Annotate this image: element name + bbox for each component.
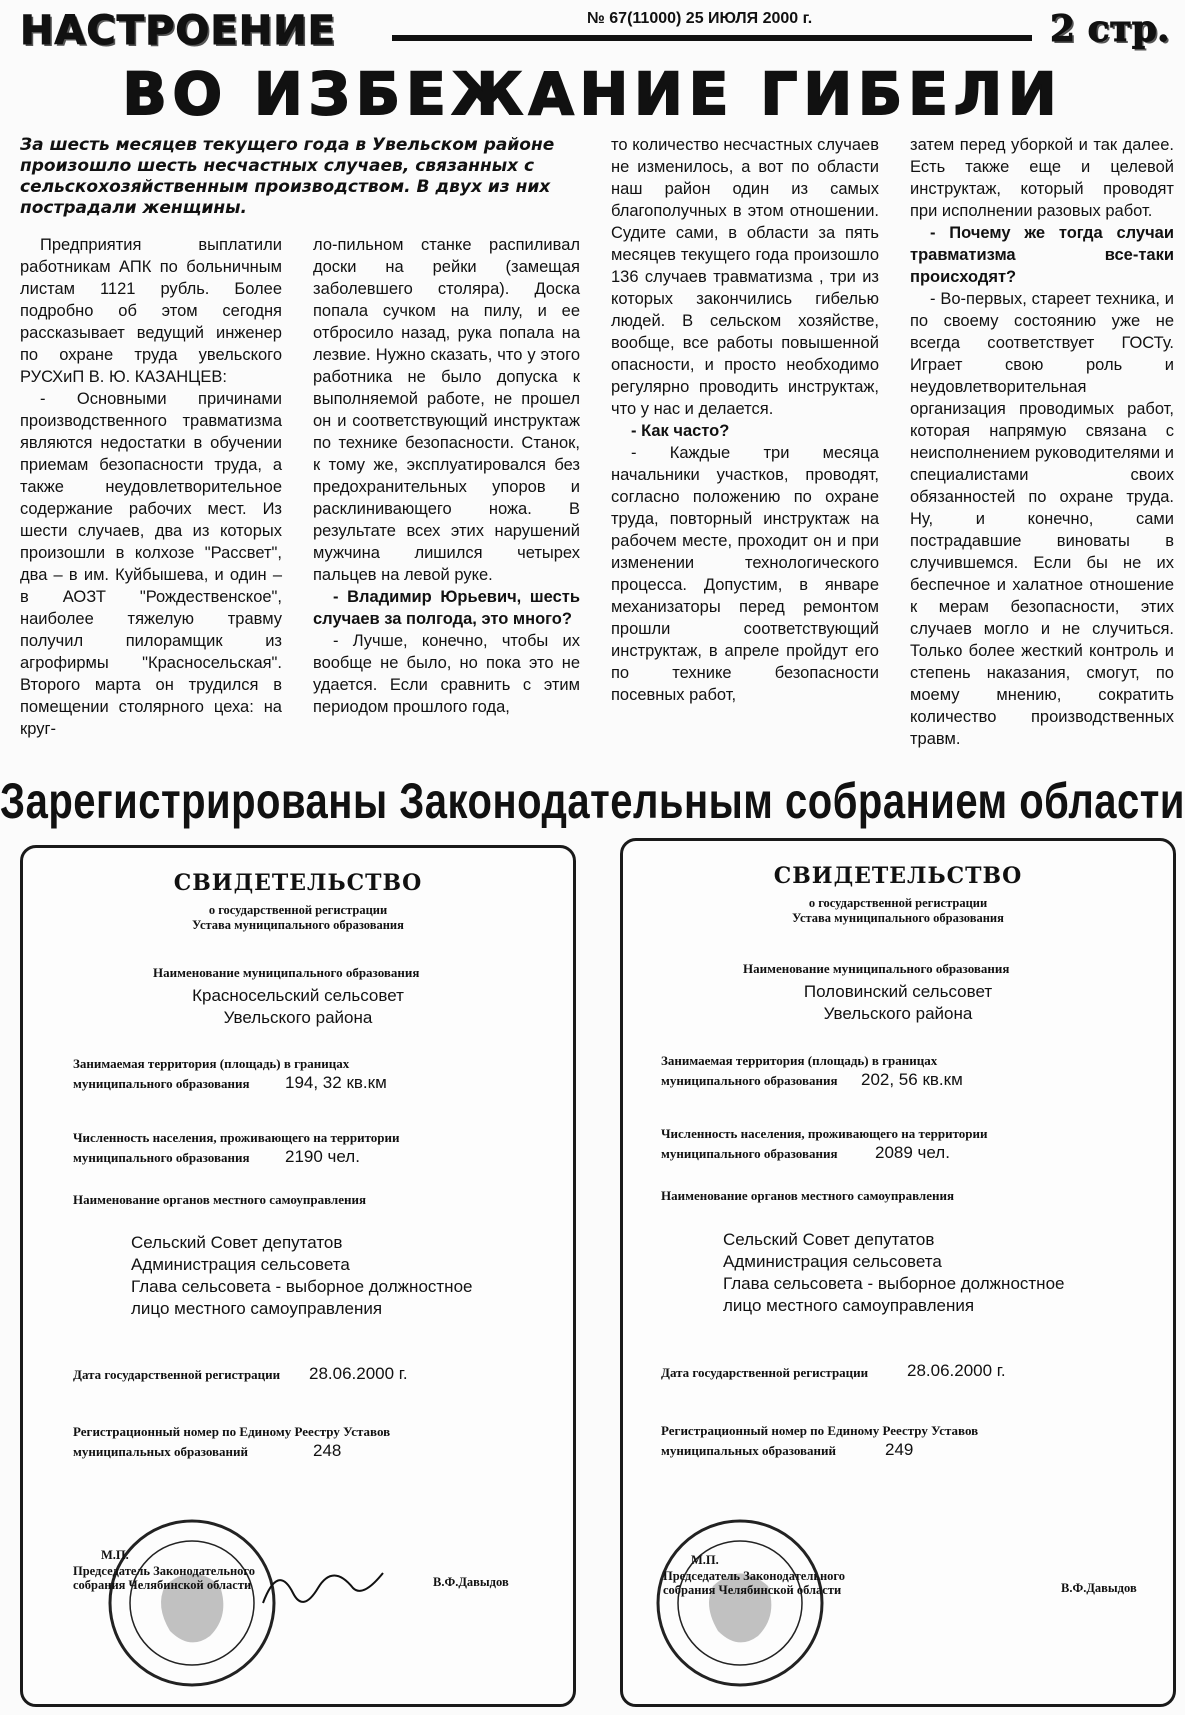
article-lead: За шесть месяцев текущего года в Увельском районе произошло шесть несчастных случаев, связанных с сельскохозяйственным производством. В двух из них пострадали женщины.: [20, 135, 555, 218]
certificate-subtitle: Устава муниципального образования: [192, 918, 404, 932]
body-item: лицо местного самоуправления: [723, 1296, 975, 1315]
certificate-title: СВИДЕТЕЛЬСТВО: [773, 863, 1023, 889]
stamp-place: М.П.: [101, 1548, 129, 1562]
population-label: муниципального образования: [73, 1150, 250, 1165]
name-label: Наименование муниципального образования: [153, 965, 420, 980]
area-value: 194, 32 кв.км: [285, 1073, 387, 1092]
official-seal: [653, 1516, 828, 1691]
area-label: муниципального образования: [73, 1076, 250, 1091]
population-label: муниципального образования: [661, 1146, 838, 1161]
body-item: Сельский Совет депутатов: [723, 1230, 935, 1249]
section-title: НАСТРОЕНИЕ: [20, 8, 336, 54]
municipality-district: Увельского района: [823, 1004, 973, 1023]
population-value: 2190 чел.: [285, 1147, 360, 1166]
interview-question: - Владимир Юрьевич, шесть случаев за полгода, это много?: [313, 588, 580, 628]
area-value: 202, 56 кв.км: [861, 1070, 963, 1089]
population-label: Численность населения, проживающего на территории: [661, 1126, 988, 1141]
masthead-rule: [392, 35, 1032, 41]
paragraph: - Основными причинами производственного травматизма являются недостатки в обучении приемам безопасности труда, а также неудовлетворительное содержание рабочих мест. Из шести случаев, два из которых произошли в колхозе "Рассвет", два – в им. Куйбышева, и один – в АОЗТ "Рождественское", наиболее тяжелую травму получил пилорамщик из агрофирмы "Красносельская". Второго марта он трудился в помещении столярного цеха: на круг-: [20, 390, 282, 738]
interview-question: - Как часто?: [631, 422, 730, 440]
certificate-subtitle: Устава муниципального образования: [792, 911, 1004, 925]
certificate-card: [20, 845, 576, 1707]
name-label: Наименование муниципального образования: [743, 961, 1010, 976]
body-item: Администрация сельсовета: [723, 1252, 942, 1271]
date-label: Дата государственной регистрации: [661, 1365, 869, 1380]
chair-title: Председатель Законодательного: [663, 1569, 846, 1583]
article-headline: ВО ИЗБЕЖАНИЕ ГИБЕЛИ: [122, 60, 1063, 128]
signer-name: В.Ф.Давыдов: [433, 1575, 509, 1589]
article-column-3: [611, 134, 879, 706]
signature: [258, 1548, 408, 1618]
body-item: Глава сельсовета - выборное должностное: [723, 1274, 1065, 1293]
certificate-card: [620, 838, 1176, 1707]
article-column-4: [910, 134, 1174, 750]
issue-info: № 67(11000) 25 ИЮЛЯ 2000 г.: [587, 10, 813, 27]
municipality-name: Красносельский сельсовет: [192, 986, 404, 1005]
reg-label: муниципальных образований: [661, 1443, 837, 1458]
bodies-label: Наименование органов местного самоуправления: [73, 1192, 367, 1207]
registration-banner: Зарегистрированы Законодательным собранием области: [0, 774, 1185, 830]
official-seal: [105, 1516, 280, 1691]
interview-question: - Почему же тогда случаи травматизма все-таки происходят?: [910, 224, 1174, 286]
article-column-1: [20, 234, 282, 740]
paragraph: ло-пильном станке распиливал доски на рейки (замещая заболевшего столяра). Доска попала сучком на пилу, и ее отбросило назад, рука попала на лезвие. Нужно сказать, что у этого работника не было допуска к выполняемой работе, не прошел он и соответствующий инструктаж по технике безопасности. Станок, к тому же, эксплуатировался без предохранительных упоров и расклинивающего ножа. В результате всех этих нарушений мужчина лишился четырех пальцев на левой руке.: [313, 236, 580, 584]
page-number: 2 стр.: [1050, 8, 1170, 50]
stamp-place: М.П.: [691, 1553, 719, 1567]
area-label: муниципального образования: [661, 1073, 838, 1088]
date-label: Дата государственной регистрации: [73, 1367, 281, 1382]
date-value: 28.06.2000 г.: [309, 1364, 408, 1383]
signer-name: В.Ф.Давыдов: [1061, 1581, 1137, 1595]
reg-label: Регистрационный номер по Единому Реестру Уставов: [73, 1424, 391, 1439]
body-item: Администрация сельсовета: [131, 1255, 350, 1274]
chair-title: собрания Челябинской области: [663, 1583, 842, 1597]
reg-label: Регистрационный номер по Единому Реестру Уставов: [661, 1423, 979, 1438]
paragraph: затем перед уборкой и так далее. Есть также еще и целевой инструктаж, который проводят при исполнении разовых работ.: [910, 136, 1174, 220]
certificate-subtitle: о государственной регистрации: [208, 903, 388, 917]
article-column-2: [313, 234, 580, 718]
chair-title: Председатель Законодательного: [73, 1564, 256, 1578]
reg-number: 248: [313, 1441, 342, 1460]
reg-number: 249: [885, 1440, 914, 1459]
certificate-subtitle: о государственной регистрации: [808, 896, 988, 910]
area-label: Занимаемая территория (площадь) в границах: [73, 1056, 350, 1071]
chair-title: собрания Челябинской области: [73, 1578, 252, 1592]
area-label: Занимаемая территория (площадь) в границах: [661, 1053, 938, 1068]
paragraph: то количество несчастных случаев не изменилось, а вот по области наш район один из самых благополучных в этом отношении. Судите сами, в области за пять месяцев текущего года произошло 136 случаев травматизма , три из которых закончились гибелью людей. В сельском хозяйстве, вообще, все работы повышенной опасности, и просто необходимо регулярно проводить инструктаж, что у нас и делается.: [611, 136, 879, 418]
paragraph: - Каждые три месяца начальники участков, проводят, согласно положению по охране труда, повторный инструктаж на рабочем месте, проходит он и при изменении технологического процесса. Допустим, в январе механизаторы перед ремонтом прошли соответствующий инструктаж, в апреле пройдут его по технике безопасности посевных работ,: [611, 444, 879, 704]
population-label: Численность населения, проживающего на территории: [73, 1130, 400, 1145]
paragraph: - Лучше, конечно, чтобы их вообще не было, но пока это не удается. Если сравнить с этим периодом прошлого года,: [313, 632, 580, 716]
paragraph: Предприятия выплатили работникам АПК по больничным листам 1121 рубль. Более подробно об этом сегодня рассказывает ведущий инженер по охране труда увельского РУСХиП В. Ю. КАЗАНЦЕВ:: [20, 236, 282, 386]
body-item: лицо местного самоуправления: [131, 1299, 383, 1318]
population-value: 2089 чел.: [875, 1143, 950, 1162]
certificate-title: СВИДЕТЕЛЬСТВО: [173, 870, 423, 896]
date-value: 28.06.2000 г.: [907, 1361, 1006, 1380]
municipality-name: Половинский сельсовет: [803, 982, 993, 1001]
reg-label: муниципальных образований: [73, 1444, 249, 1459]
bodies-label: Наименование органов местного самоуправления: [661, 1188, 955, 1203]
municipality-district: Увельского района: [223, 1008, 373, 1027]
paragraph: - Во-первых, стареет техника, и по своему состоянию уже не всегда соответствует ГОСТу. Играет свою роль и неудовлетворительная организация проводимых работ, которая напрямую связана с неисполнением руководителями и специалистами своих обязанностей по охране труда. Ну, и конечно, сами пострадавшие виноваты в случившемся. Если бы не их беспечное и халатное отношение к мерам безопасности, этих случаев могло и не случиться. Только более жесткий контроль и степень наказания, смогут, по моему мнению, сократить количество производственных травм.: [910, 290, 1174, 748]
body-item: Глава сельсовета - выборное должностное: [131, 1277, 473, 1296]
body-item: Сельский Совет депутатов: [131, 1233, 343, 1252]
